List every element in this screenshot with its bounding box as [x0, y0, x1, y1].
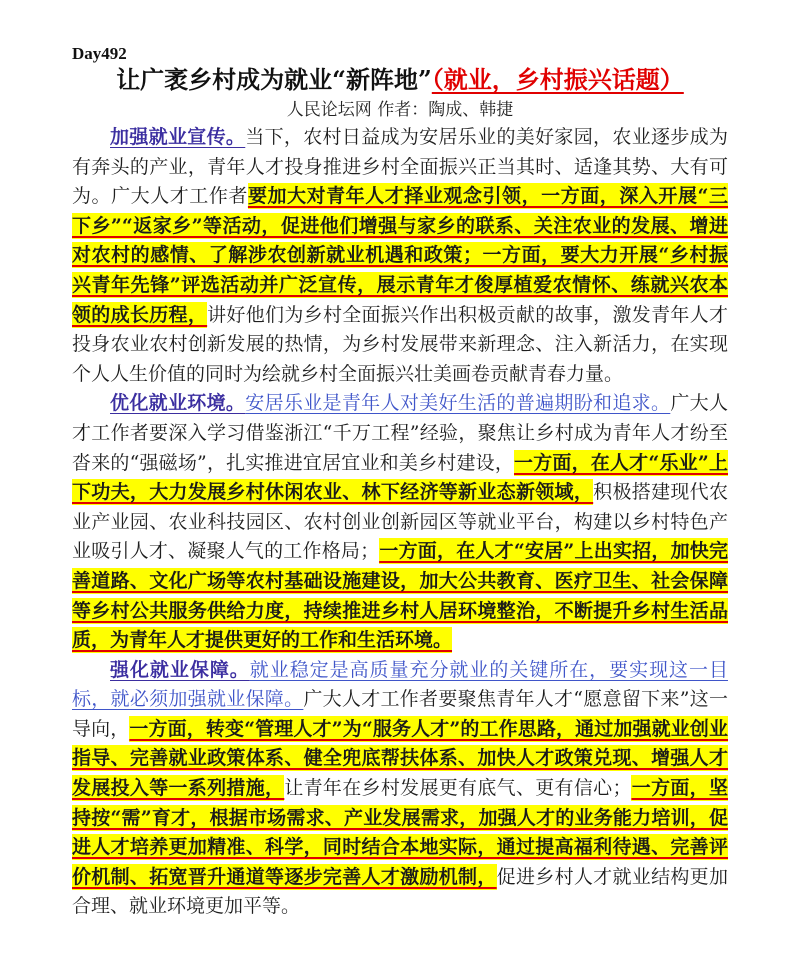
section-paragraph-publicity: [72, 123, 728, 389]
section-paragraph-guarantee: [72, 656, 728, 922]
highlighted-text: 一方面，转变“管理人才”为“服务人才”的工作思路，通过加强就业创业指导、完善就业政策体系、健全兜底帮扶体系、加快人才政策兑现、增强人才发展投入等一系列措施，: [72, 717, 728, 800]
section-heading: 加强就业宣传。: [110, 126, 246, 148]
title-main: 让广袤乡村成为就业“新阵地”: [116, 65, 432, 94]
body-text: 讲好他们为乡村全面振兴作出积极贡献的故事，激发青年人才投身农业农村创新发展的热情，为乡村发展带来新理念、注入新活力，在实现个人人生价值的同时为绘就乡村全面振兴壮美画卷贡献青春力量。: [72, 303, 728, 385]
day-label: Day492: [72, 44, 127, 63]
body-text: 广大人才工作者要深入学习借鉴浙江“千万工程”经验，聚焦让乡村成为青年人才纷至沓来的“强磁场”，扎实推进宜居宜业和美乡村建设，: [72, 392, 728, 474]
body-text: 促进乡村人才就业结构更加合理、就业环境更加平等。: [72, 865, 728, 918]
body-text: 广大人才工作者要聚焦青年人才“愿意留下来”这一导向，: [72, 688, 728, 740]
body-text: 让青年在乡村发展更有底气、更有信心；: [284, 777, 632, 800]
title-topic-tag: （就业，乡村振兴话题）: [431, 65, 684, 94]
article-title: [40, 65, 760, 95]
highlighted-text: 一方面，在人才“乐业”上下功夫，大力发展乡村休闲农业、林下经济等新业态新领域，: [72, 451, 728, 504]
highlighted-text: 一方面，坚持按“需”育才，根据市场需求、产业发展需求，加强人才的业务能力培训，促进人才培养更加精准、科学，同时结合本地实际，通过提高福利待遇、完善评价机制、拓宽晋升通道等逐步完善人才激励机制，: [72, 777, 728, 888]
body-text: 当下，农村日益成为安居乐业的美好家园，农业逐步成为有奔头的产业，青年人才投身推进乡村全面振兴正当其时、适逢其势、大有可为。广大人才工作者: [72, 126, 728, 208]
article-body: [72, 123, 728, 922]
lead-sentence: 就业稳定是高质量充分就业的关键所在，要实现这一目标，就必须加强就业保障。: [72, 658, 728, 711]
highlighted-text: 要加大对青年人才择业观念引领，一方面，深入开展“三下乡”“返家乡”等活动，促进他们增强与家乡的联系、关注农业的发展、增进对农村的感情、了解涉农创新就业机遇和政策；一方面，要大力开展“乡村振兴青年先锋”评选活动并广泛宣传，展示青年才俊厚植爱农情怀、练就兴农本领的成长历程，: [72, 185, 728, 326]
section-paragraph-environment: [72, 389, 728, 655]
body-text: 积极搭建现代农业产业园、农业科技园区、农村创业创新园区等就业平台，构建以乡村特色产业吸引人才、凝聚人气的工作格局；: [72, 481, 728, 563]
highlighted-text: 一方面，在人才“安居”上出实招，加快完善道路、文化广场等农村基础设施建设，加大公共教育、医疗卫生、社会保障等乡村公共服务供给力度，持续推进乡村人居环境整治，不断提升乡村生活品质，为青年人才提供更好的工作和生活环境。: [72, 540, 728, 652]
section-heading: 优化就业环境。: [110, 392, 246, 415]
byline: 人民论坛网 作者：陶成、韩捷: [286, 100, 514, 120]
lead-sentence: 安居乐业是青年人对美好生活的普遍期盼和追求。: [245, 392, 671, 415]
section-heading: 强化就业保障。: [110, 658, 250, 681]
